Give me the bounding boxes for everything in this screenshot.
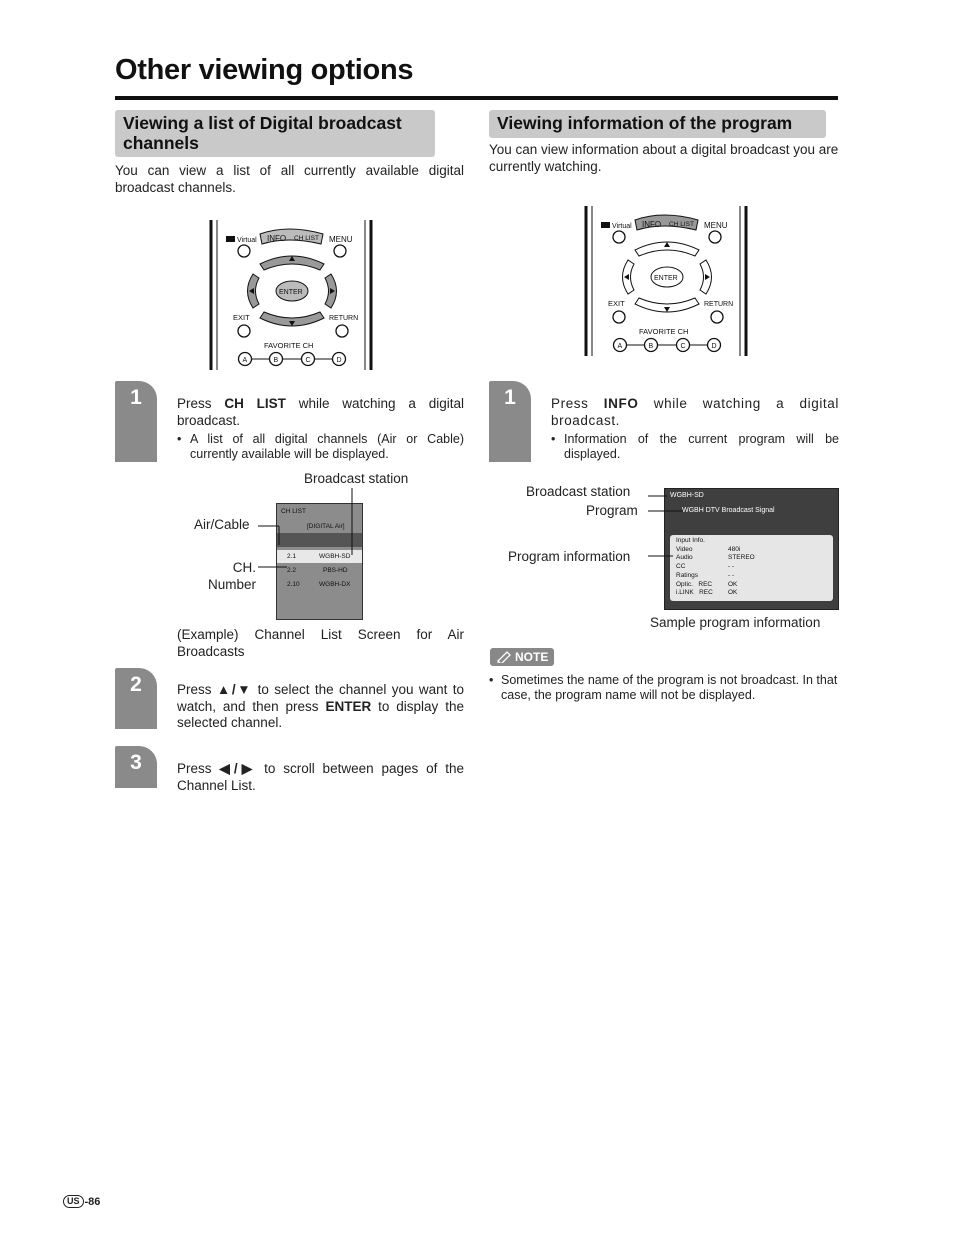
enter-label: ENTER bbox=[279, 289, 303, 296]
info-row-value: - - bbox=[728, 571, 735, 579]
step-1-right-text: Press INFO while watching a digital broadcast. bbox=[551, 396, 839, 428]
channel-row-selected: 2.1 WGBH-SD bbox=[277, 550, 362, 563]
info-row-key: Video bbox=[676, 545, 693, 553]
info-row bbox=[676, 546, 826, 555]
info-row-key: Optic. REC bbox=[676, 580, 713, 588]
note-badge bbox=[490, 648, 554, 666]
svg-text:ENTER: ENTER bbox=[654, 275, 678, 282]
page-title: Other viewing options bbox=[115, 54, 414, 86]
info-row-key: Ratings bbox=[676, 571, 699, 579]
step-1-left-text: Press CH LIST while watching a digital broadcast. bbox=[177, 396, 464, 428]
svg-text:EXIT: EXIT bbox=[608, 299, 625, 308]
info-row-key: Audio bbox=[676, 554, 693, 562]
button-d-label: D bbox=[336, 357, 342, 364]
svg-text:MENU: MENU bbox=[704, 221, 728, 230]
channel-row: 2.10 WGBH-DX bbox=[287, 581, 351, 588]
right-section-heading: Viewing information of the program bbox=[489, 110, 826, 138]
info-row-value: OK bbox=[728, 589, 738, 597]
channel-list-caption: (Example) Channel List Screen for Air Broadcasts bbox=[177, 627, 464, 659]
svg-text:CH LIST: CH LIST bbox=[669, 221, 694, 228]
info-row bbox=[676, 581, 826, 590]
callout-lines-right bbox=[645, 485, 685, 575]
step-3-badge: 3 bbox=[115, 746, 157, 788]
step-2-text: Press ▲/▼ to select the channel you want to watch, and then press ENTER to display the selected channel. bbox=[177, 682, 464, 730]
step-1-right-bullet: • Information of the current program will be displayed. bbox=[551, 432, 839, 461]
info-row bbox=[676, 537, 826, 546]
info-row-value: STEREO bbox=[728, 554, 755, 562]
info-row-value: 480i bbox=[728, 545, 741, 553]
step-1-right-badge: 1 bbox=[489, 381, 531, 462]
channel-row: 2.2 PBS-HD bbox=[287, 567, 348, 574]
pencil-icon bbox=[496, 651, 512, 663]
remote-illustration-left bbox=[208, 220, 374, 370]
favorite-label: FAVORITE CH bbox=[264, 341, 314, 350]
ch-list-label: CH LIST bbox=[294, 235, 319, 242]
note-label: NOTE bbox=[515, 650, 549, 664]
enter-key: ENTER bbox=[325, 698, 372, 714]
screen-ch-list-title: CH LIST bbox=[281, 508, 306, 515]
button-c-label: C bbox=[305, 357, 311, 364]
screen-station: WGBH-SD bbox=[670, 492, 704, 499]
info-row-value: OK bbox=[728, 580, 738, 588]
label-broadcast-station-right: Broadcast station bbox=[526, 484, 631, 499]
menu-label: MENU bbox=[329, 235, 353, 244]
return-label: RETURN bbox=[329, 315, 359, 322]
svg-text:A: A bbox=[617, 343, 623, 350]
info-row-key: i.LINK REC bbox=[676, 589, 713, 597]
svg-text:FAVORITE CH: FAVORITE CH bbox=[639, 327, 689, 336]
info-row-value: - - bbox=[728, 563, 735, 571]
screen-mode: [DIGITAL Air] bbox=[307, 523, 345, 530]
note-text: • Sometimes the name of the program is not broadcast. In that case, the program name will not be displayed. bbox=[489, 673, 838, 702]
remote-illustration-right bbox=[583, 206, 749, 356]
step-1-left-bullet: • A list of all digital channels (Air or Cable) currently available will be displayed. bbox=[177, 432, 464, 461]
page-number-text: -86 bbox=[84, 1195, 101, 1208]
label-program: Program bbox=[586, 503, 638, 518]
right-intro: You can view information about a digital broadcast you are currently watching. bbox=[489, 142, 839, 174]
info-row bbox=[676, 589, 826, 598]
exit-label: EXIT bbox=[233, 313, 250, 322]
step-3-text: Press ◀/▶ to scroll between pages of the Channel List. bbox=[177, 761, 464, 793]
step-2-badge: 2 bbox=[115, 668, 157, 729]
button-b-label: B bbox=[273, 357, 279, 364]
label-broadcast-station-left: Broadcast station bbox=[304, 471, 409, 486]
svg-text:Virtual: Virtual bbox=[612, 223, 632, 230]
screen-info-panel bbox=[670, 535, 833, 601]
left-section-heading: Viewing a list of Digital broadcast channels bbox=[115, 110, 435, 157]
info-label: INFO bbox=[267, 234, 287, 243]
svg-text:D: D bbox=[711, 343, 717, 350]
title-rule bbox=[115, 96, 838, 100]
region-badge: US bbox=[63, 1195, 84, 1208]
label-program-information: Program information bbox=[508, 549, 631, 564]
info-row bbox=[676, 572, 826, 581]
left-intro: You can view a list of all currently available digital broadcast channels. bbox=[115, 163, 464, 195]
svg-text:B: B bbox=[648, 343, 654, 350]
screen-program: WGBH DTV Broadcast Signal bbox=[682, 507, 775, 514]
ch-list-key: CH LIST bbox=[224, 396, 286, 411]
info-row bbox=[676, 563, 826, 572]
svg-text:C: C bbox=[680, 343, 686, 350]
label-ch-number: CH. Number bbox=[207, 560, 256, 592]
info-key: INFO bbox=[603, 396, 639, 411]
page-number bbox=[63, 1195, 100, 1208]
info-row-key: CC bbox=[676, 563, 686, 571]
label-air-cable: Air/Cable bbox=[194, 517, 250, 532]
svg-text:INFO: INFO bbox=[642, 220, 662, 229]
virtual-label: Virtual bbox=[237, 237, 257, 244]
info-row-key: Input Info. bbox=[676, 537, 705, 544]
info-row bbox=[676, 554, 826, 563]
svg-text:RETURN: RETURN bbox=[704, 301, 734, 308]
button-a-label: A bbox=[242, 357, 248, 364]
step-1-left-badge: 1 bbox=[115, 381, 157, 462]
callout-lines-left bbox=[255, 485, 365, 585]
program-info-caption: Sample program information bbox=[650, 615, 821, 630]
program-info-screen bbox=[664, 488, 839, 610]
